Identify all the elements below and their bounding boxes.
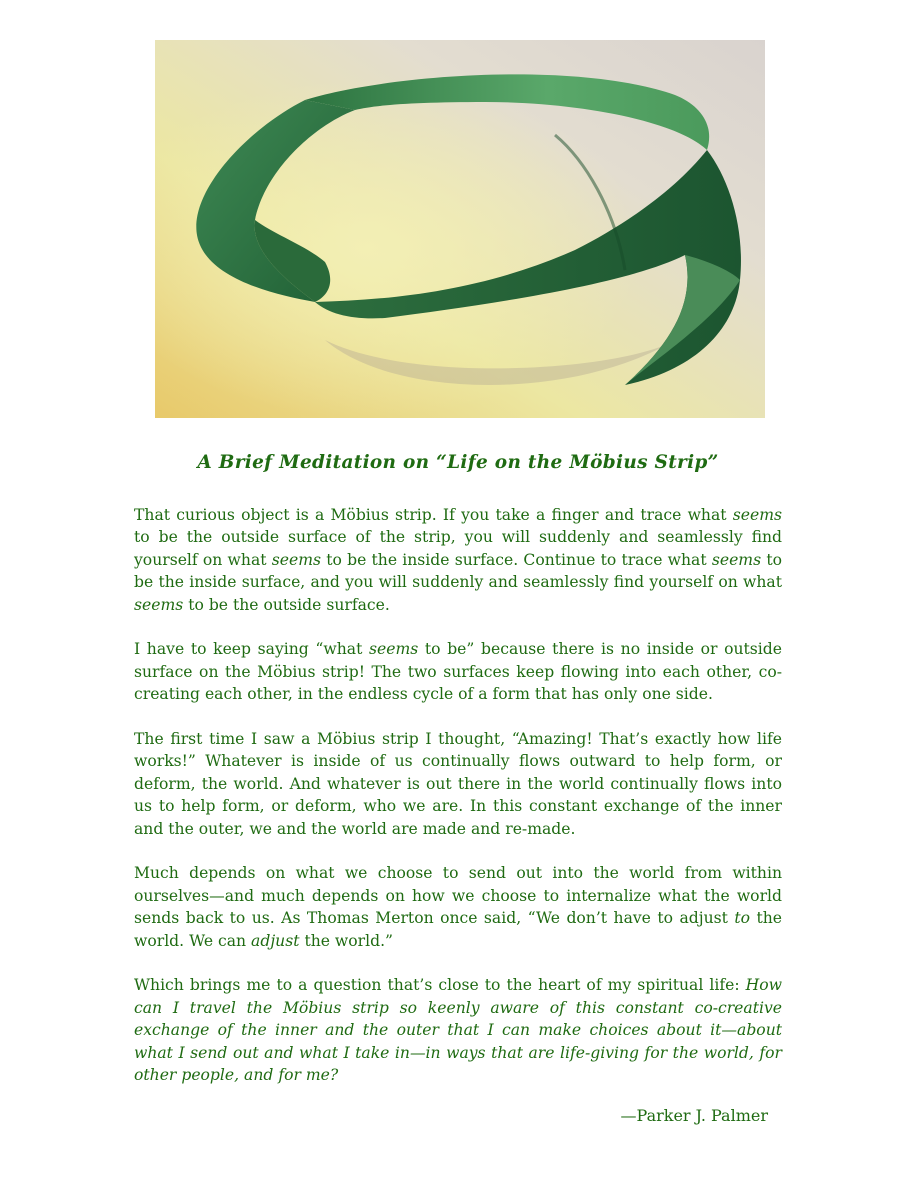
closing-question: How can I travel the Möbius strip so keenly aware of this constant co-creative exchange of the inner and the outer that I can make choices about it—about what I send out and what I take in—in ways that are life-giving for the world, for other people, and for me?	[134, 976, 782, 1085]
text-run: to be the outside surface of the strip, you will suddenly and seamlessly find yourself on what	[134, 528, 782, 569]
text-run: Much depends on what we choose to send out into the world from within ourselves—and much depends on how we choose to internalize what the world sends back to us. As Thomas Merton once said, “We don’t have to adjust	[134, 864, 782, 928]
emphasis: adjust	[251, 931, 300, 950]
meditation-body	[134, 504, 782, 1087]
emphasis: seems	[732, 506, 782, 524]
author-signature: —Parker J. Palmer	[620, 1106, 768, 1125]
text-run: I have to keep saying “what	[134, 640, 369, 659]
text-run: to be the outside surface.	[183, 595, 390, 614]
paragraph	[134, 504, 782, 616]
text-run: the world. We can	[134, 909, 783, 950]
emphasis: seems	[711, 550, 762, 569]
text-run: the world.”	[299, 931, 394, 950]
mobius-strip-photo	[155, 40, 765, 418]
text-run: to be the inside surface. Continue to trace what	[320, 550, 712, 569]
text-run: to be” because there is no inside or outside surface on the Möbius strip! The two surfaces keep flowing into each other, co-creating each other, in the endless cycle of a form that has only one side.	[134, 640, 783, 704]
emphasis: to	[734, 909, 751, 928]
paragraph	[134, 728, 782, 840]
emphasis: seems	[134, 595, 184, 614]
paragraph	[134, 862, 782, 952]
text-run: to be the inside surface, and you will suddenly and seamlessly find yourself on what	[134, 550, 782, 592]
mobius-strip-illustration	[155, 40, 765, 418]
paragraph	[134, 638, 782, 705]
page-title: A Brief Meditation on “Life on the Möbius Strip”	[197, 452, 719, 473]
paragraph	[134, 974, 782, 1086]
emphasis: seems	[369, 640, 419, 659]
text-run: The first time I saw a Möbius strip I thought, “Amazing! That’s exactly how life works!” Whatever is inside of us continually flows outward to help form, or deform, the world. And whatever is out there in the world continually flows into us to help form, or deform, who we are. In this constant exchange of the inner and the outer, we and the world are made and re-made.	[134, 730, 782, 838]
text-run: Which brings me to a question that’s close to the heart of my spiritual life:	[134, 976, 746, 995]
emphasis: seems	[271, 550, 321, 569]
text-run: That curious object is a Möbius strip. If you take a finger and trace what	[134, 506, 733, 524]
